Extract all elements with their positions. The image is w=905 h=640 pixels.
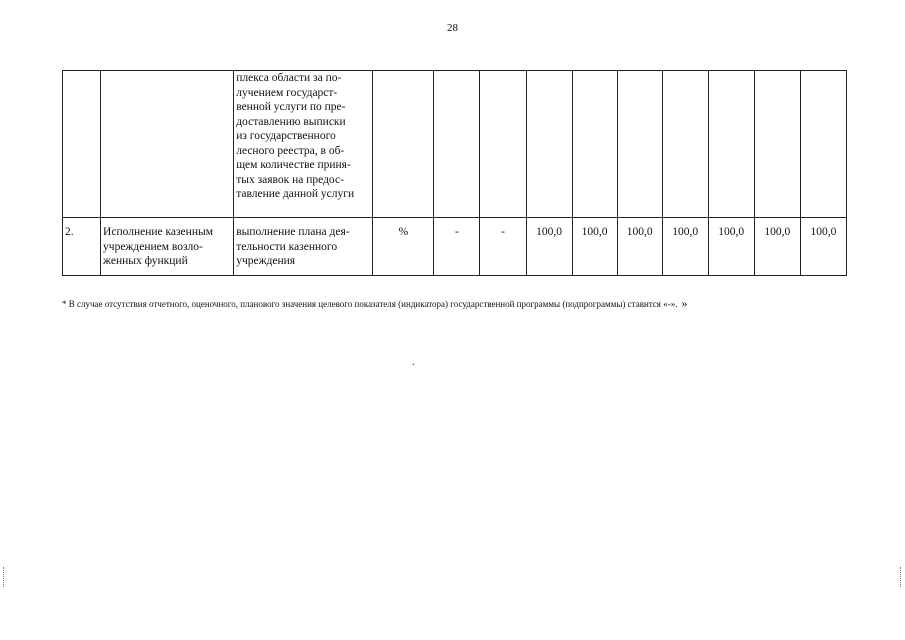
table-cell: выполнение плана дея- тельности казенного учреждения (234, 218, 373, 276)
footnote (62, 296, 862, 311)
table-cell (526, 71, 572, 218)
table-cell (480, 71, 526, 218)
table-cell (434, 71, 480, 218)
table-cell (101, 71, 234, 218)
table-cell (662, 71, 708, 218)
scan-edge-mark-left (3, 567, 6, 587)
table-cell (754, 71, 800, 218)
table-cell (617, 71, 662, 218)
table-cell: плекса области за по- лучением государст- венной услуги по пре- доставлению выписки из государственного лесного реестра, в об- щем количестве приня- тых заявок на предос- тавление данной услуги (234, 71, 373, 218)
table-cell: 100,0 (754, 218, 800, 276)
table-cell (63, 71, 101, 218)
table-cell: - (480, 218, 526, 276)
table-cell: 2. (63, 218, 101, 276)
table-cell: 100,0 (800, 218, 846, 276)
table-cell (708, 71, 754, 218)
table-cell: 100,0 (572, 218, 617, 276)
table-cell (373, 71, 434, 218)
indicator-table (62, 70, 847, 276)
table-cell: - (434, 218, 480, 276)
page-number: 28 (447, 22, 458, 34)
table-row (63, 218, 847, 276)
footnote-text: * В случае отсутствия отчетного, оценочного, планового значения целевого показателя (индикатора) государственной программы (подпрограммы) ставится «-». (62, 299, 678, 309)
stray-dot: . (412, 357, 415, 368)
table-cell: 100,0 (662, 218, 708, 276)
table-row (63, 71, 847, 218)
table-cell: Исполнение казенным учреждением возло- женных функций (101, 218, 234, 276)
closing-quote: » (681, 296, 688, 310)
table-cell: 100,0 (617, 218, 662, 276)
table-cell: 100,0 (526, 218, 572, 276)
scan-edge-mark-right (900, 567, 903, 587)
table-cell: 100,0 (708, 218, 754, 276)
table-cell: % (373, 218, 434, 276)
table-cell (572, 71, 617, 218)
table-cell (800, 71, 846, 218)
